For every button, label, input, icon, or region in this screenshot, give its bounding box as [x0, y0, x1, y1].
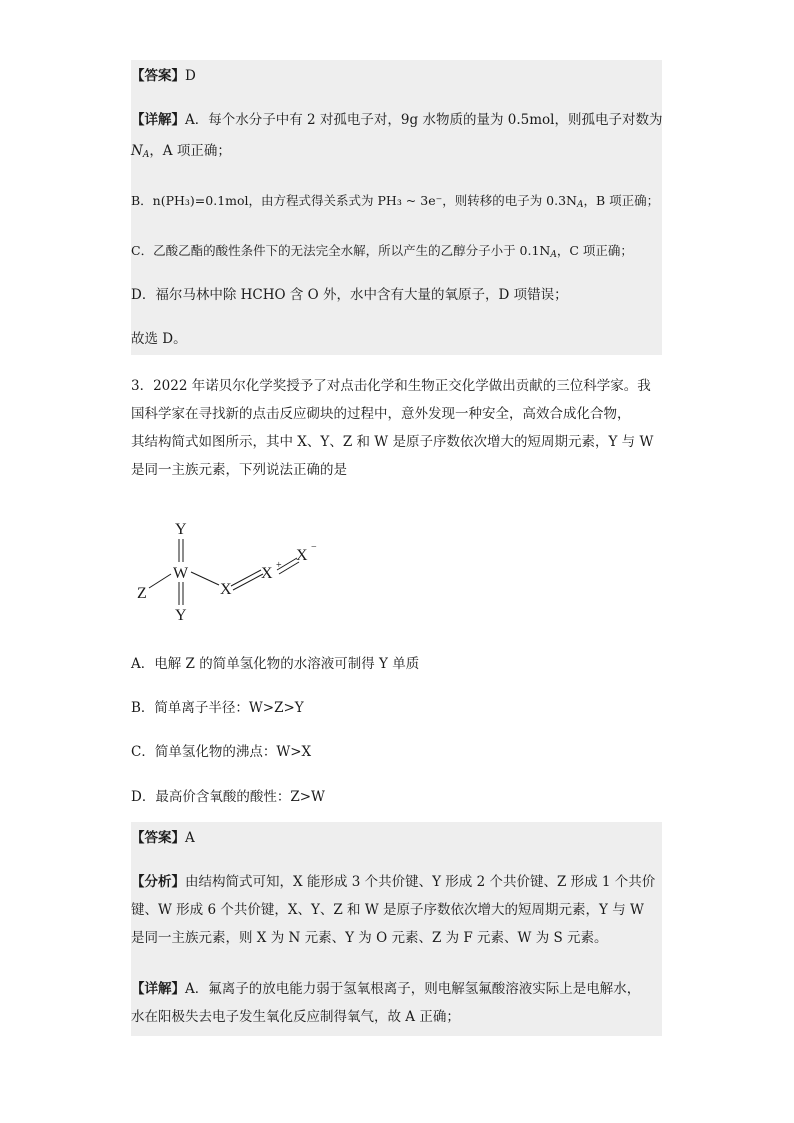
prev-detail-line-2	[131, 140, 231, 166]
detail-tag-2: 【详解】	[131, 981, 185, 997]
detail-c: C．乙酸乙酯的酸性条件下的无法完全水解，所以产生的乙醇分子小于 0.1N	[131, 243, 551, 258]
analysis-1: 由结构简式可知，X 能形成 3 个共价键、Y 形成 2 个共价键、Z 形成 1 个共价	[185, 874, 656, 890]
question-line-1: 3．2022 年诺贝尔化学奖授予了对点击化学和生物正交化学做出贡献的三位科学家。我	[131, 378, 651, 394]
question-line-2: 国科学家在寻找新的点击反应砌块的过程中，意外发现一种安全，高效合成化合物，	[131, 406, 631, 422]
option-c: C．简单氢化物的沸点：W>X	[131, 744, 312, 760]
prev-conclusion	[131, 328, 187, 350]
prev-answer-line	[131, 65, 196, 87]
structural-formula	[131, 512, 361, 622]
answer-line	[131, 827, 195, 849]
detail-line-1	[131, 978, 640, 1000]
detail-tag: 【详解】	[131, 112, 185, 128]
prev-answer-block	[131, 60, 662, 355]
answer-block	[131, 822, 662, 1036]
bond-zw	[149, 574, 171, 588]
b-sub: A	[577, 200, 584, 210]
atom-y-top: Y	[175, 521, 187, 538]
analysis-line-2: 键、W 形成 6 个共价键，X、Y、Z 和 W 是原子序数依次增大的短周期元素，Y 与 W	[131, 902, 644, 918]
question-line-4: 是同一主族元素，下列说法正确的是	[131, 462, 347, 478]
x3-charge: −	[311, 542, 317, 553]
x2-charge: +	[276, 560, 282, 571]
conclusion: 故选 D。	[131, 331, 187, 347]
atom-x1: X	[220, 581, 232, 598]
answer-value-2: A	[185, 830, 195, 846]
detail-b-rest: ，B 项正确；	[583, 193, 660, 208]
option-d: D．最高价含氧酸的酸性：Z>W	[131, 789, 325, 805]
na-symbol: N	[131, 143, 143, 159]
detail-b: B．n(PH₃)=0.1mol，由方程式得关系式为 PH₃ ~ 3e⁻，则转移的电子为 0.3N	[131, 193, 577, 208]
analysis-line-1	[131, 871, 655, 893]
question-line-3: 其结构简式如图所示，其中 X、Y、Z 和 W 是原子序数依次增大的短周期元素，Y 与 W	[131, 434, 654, 450]
bond-xx2-2	[279, 562, 299, 574]
detail-1: A．氟离子的放电能力弱于氢氧根离子，则电解氢氟酸溶液实际上是电解水，	[185, 981, 641, 997]
option-a: A．电解 Z 的简单氢化物的水溶液可制得 Y 单质	[131, 656, 420, 672]
analysis-tag: 【分析】	[131, 874, 185, 890]
answer-tag: 【答案】	[131, 68, 185, 84]
atom-w: W	[173, 565, 189, 582]
bond-wx	[191, 572, 219, 585]
atom-x2: X	[261, 565, 273, 582]
prev-detail-c	[131, 240, 633, 266]
question-stem	[131, 372, 662, 484]
prev-detail-line-1	[131, 109, 662, 131]
option-b: B．简单离子半径：W>Z>Y	[131, 700, 304, 716]
atom-x3: X	[296, 547, 308, 564]
c-sub: A	[550, 250, 557, 260]
atom-y-bottom: Y	[175, 607, 187, 622]
detail-c-rest: ，C 项正确；	[556, 243, 633, 258]
detail-d: D．福尔马林中除 HCHO 含 O 外，水中含有大量的氧原子，D 项错误；	[131, 287, 568, 303]
atom-z: Z	[137, 585, 147, 602]
answer-value: D	[185, 68, 196, 84]
detail-line-2: 水在阳极失去电子发生氧化反应制得氧气，故 A 正确；	[131, 1009, 460, 1025]
detail-a1: A．每个水分子中有 2 对孤电子对，9g 水物质的量为 0.5mol，则孤电子对数为	[185, 112, 663, 128]
prev-detail-b	[131, 190, 659, 216]
na-sub: A	[142, 150, 150, 160]
answer-tag-2: 【答案】	[131, 830, 185, 846]
detail-a2-rest: ，A 项正确；	[149, 143, 231, 159]
prev-detail-d	[131, 284, 568, 306]
analysis-line-3: 是同一主族元素，则 X 为 N 元素、Y 为 O 元素、Z 为 F 元素、W 为 S 元素。	[131, 930, 608, 946]
